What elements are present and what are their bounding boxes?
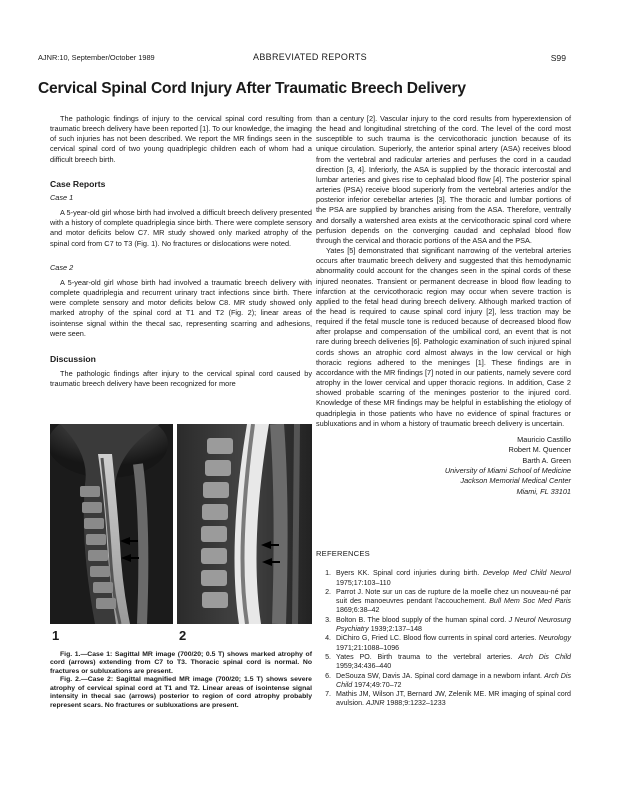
article-title: Cervical Spinal Cord Injury After Traumatic Breech Delivery	[38, 80, 466, 97]
figure-2-caption: Fig. 2.—Case 2: Sagittal magnified MR image (700/20; 1.5 T) shows severe atrophy of cervical spinal cord at T1 and T2. Linear areas of isointense signal intensity in thecal sac (arrows) posterior to region of cord atrophy probably represent scars. No fractures or subluxations are present.	[50, 676, 312, 709]
affiliation-line: Jackson Memorial Medical Center	[460, 476, 571, 486]
reference-item: 4. DiChiro G, Fried LC. Blood flow currents in spinal cord arteries. Neurology 1971;21:1088–1096	[333, 634, 571, 653]
case2-heading: Case 2	[50, 262, 74, 272]
figure-1-caption: Fig. 1.—Case 1: Sagittal MR image (700/20; 0.5 T) shows marked atrophy of cord (arrows) extending from C7 to T3. Thoracic spinal cord is normal. No fractures or subluxations are present.	[50, 651, 312, 675]
case1-paragraph: A 5-year-old girl whose birth had involved a difficult breech delivery presented with a history of complete quadriplegia since birth. There were complete sensory and motor deficits below C7. MR study showed only marked atrophy of the spinal cord from C7 to T3 (Fig. 1). No fractures or dislocations were noted.	[50, 208, 312, 248]
journal-citation: AJNR:10, September/October 1989	[38, 53, 155, 62]
references-section	[316, 549, 571, 709]
figure-2-number: 2	[179, 628, 187, 643]
affiliation-line: University of Miami School of Medicine	[444, 466, 571, 476]
author-signature	[316, 435, 571, 497]
case2-paragraph: A 5-year-old girl whose birth had involved a traumatic breech delivery with complete quadriplegia and recurrent urinary tract infections since birth. There were complete sensory and motor deficits below C8. MR study showed only marked atrophy of the spinal cord at T1 and T2 (Fig. 2); linear areas of isointense signal within the thecal sac, representing scarring and adhesions, were seen.	[50, 277, 312, 338]
reference-item: 1. Byers KK. Spinal cord injuries during birth. Develop Med Child Neurol 1975;17:103–110	[333, 569, 571, 588]
discussion-heading: Discussion	[50, 353, 96, 364]
mri-sagittal-fig2	[177, 424, 312, 624]
discussion-paragraph: The pathologic findings after injury to the cervical spinal cord caused by traumatic breech delivery have been recognized for more	[50, 368, 312, 389]
reference-item: 5. Yates PO. Birth trauma to the vertebral arteries. Arch Dis Child 1959;34:436–440	[333, 653, 571, 672]
reference-list	[316, 569, 571, 708]
mri-image-fig2	[177, 424, 312, 624]
author-name: Mauricio Castillo	[517, 434, 571, 444]
right-column	[316, 114, 571, 497]
author-name: Robert M. Quencer	[508, 445, 571, 455]
running-header	[0, 53, 620, 65]
page-number: S99	[550, 53, 566, 63]
left-column	[50, 114, 312, 389]
reference-item: 7. Mathis JM, Wilson JT, Bernard JW, Zelenik ME. MR imaging of spinal cord avulsion. AJNR 1988;9:1232–1233	[333, 690, 571, 709]
reference-item: 3. Bolton B. The blood supply of the human spinal cord. J Neurol Neurosurg Psychiatry 1939;2:137–148	[333, 616, 571, 635]
mri-image-fig1	[50, 424, 173, 624]
discussion-paragraph-2: Yates [5] demonstrated that significant narrowing of the vertebral arteries occurs after traumatic breech delivery and suggested that this hemodynamic abnormality could account for the changes seen in the spinal cords of these injured neonates. Transient or permanent decrease in blood flow leading to infarction at the cervicothoracic region may occur when severe traction is applied to the fetal head during breech delivery. Although marked traction of the head is required to cause spinal cord injury [2], less traction may be required if the fetal muscle tone is reduced because of decreased blood flow after prolapse and compensation of the umbilical cord, an event that is not rare during breech deliveries [6]. Pathologic examination of such injured spinal cords shows an atrophic cord almost always in the low cervical or high thoracic regions adhered to the meninges [1]. These findings are in accordance with the MR findings [7] noted in our patients, namely severe cord atrophy in the lower cervical and upper thoracic regions. In addition, Case 2 showed probable scarring of the meninges posterior to the injured cord. Knowledge of these MR findings may be helpful in establishing the etiology of quadriplegia in those patients who have no evidence of spinal fractures or subluxations and in whom a history of traumatic breech delivery is uncertain.	[316, 246, 571, 428]
references-heading: REFERENCES	[316, 549, 370, 558]
figure-captions	[50, 651, 312, 710]
mri-sagittal-fig1	[50, 424, 173, 624]
reference-item: 2. Parrot J. Note sur un cas de rupture de la moelle chez un nouveau-né par suit des manoeuvres pendant l'accouchement. Bull Mem Soc Med Paris 1869;6:38–42	[333, 588, 571, 616]
author-name: Barth A. Green	[522, 455, 571, 465]
reference-item: 6. DeSouza SW, Davis JA. Spinal cord damage in a newborn infant. Arch Dis Child 1974;49:70–72	[333, 672, 571, 691]
discussion-paragraph-continued: than a century [2]. Vascular injury to the cord results from hyperextension of the head and longitudinal stretching of the cord. The level of the cord most susceptible to such trauma is the cervicothoracic junction because of its unique circulation. Superiorly, the anterior spinal artery (ASA) receives blood from the vertebral and radicular arteries and perfuses the cord in a caudad direction [3, 4]. Inferiorly, the ASA is supplied by the thoracic intercostal and lumbar arteries and gives rise to cephalad blood flow [4]. The posterior spinal arteries (PSA) receive blood superiorly from the vertebral arteries and/or the posterior inferior cerebellar arteries [3]. The thoracic and lumbar portions of the PSA are supplied by branches arising from the ASA. Therefore, ventrally and dorsally a watershed area exists at the cervicothoracic spinal cord where perfusion depends on the converging caudad and cephalad blood flow through the cervical and thoracic portions of the ASA and the PSA.	[316, 114, 571, 245]
intro-paragraph: The pathologic findings of injury to the cervical spinal cord resulting from traumatic breech delivery have been reported [1]. To our knowledge, the imaging of such injuries has not been described. We report the MR findings seen in the cervical spinal cord of two young quadriplegic children each of whom had a difficult breech birth.	[50, 114, 312, 164]
figure-1-number: 1	[52, 628, 60, 643]
section-title: ABBREVIATED REPORTS	[253, 52, 367, 62]
affiliation-line: Miami, FL 33101	[516, 486, 571, 496]
case1-heading: Case 1	[50, 192, 74, 202]
case-reports-heading: Case Reports	[50, 178, 106, 189]
